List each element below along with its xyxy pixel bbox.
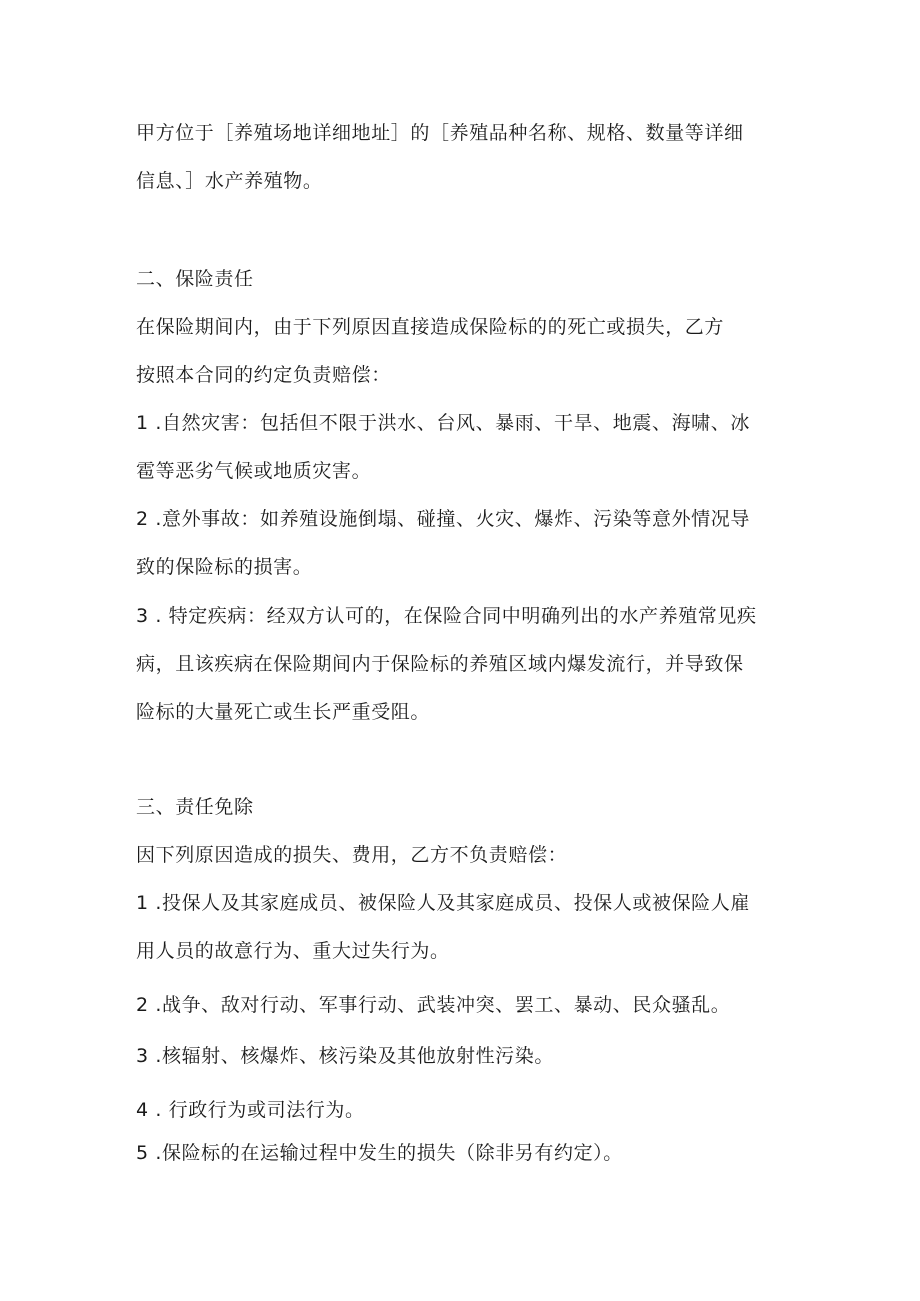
liability-paragraph-line-1: 在保险期间内，由于下列原因直接造成保险标的的死亡或损失，乙方 — [136, 316, 725, 338]
liability-item-3-line-2: 病，且该疾病在保险期间内于保险标的养殖区域内爆发流行，并导致保 — [136, 653, 744, 675]
intro-line-2: 信息、］水产养殖物。 — [136, 170, 323, 192]
exclusion-item-2: 2 .战争、敌对行动、军事行动、武装冲突、罢工、暴动、民众骚乱。 — [136, 994, 731, 1016]
exclusion-item-3: 3 .核辐射、核爆炸、核污染及其他放射性污染。 — [136, 1045, 554, 1067]
liability-item-1-line-2: 雹等恶劣气候或地质灾害。 — [136, 460, 372, 482]
intro-line-1: 甲方位于［养殖场地详细地址］的［养殖品种名称、规格、数量等详细 — [136, 122, 744, 144]
exclusion-item-1-line-2: 用人员的故意行为、重大过失行为。 — [136, 940, 450, 962]
exclusion-item-1-line-1: 1 .投保人及其家庭成员、被保险人及其家庭成员、投保人或被保险人雇 — [136, 892, 750, 914]
liability-item-1-line-1: 1 .自然灾害：包括但不限于洪水、台风、暴雨、干旱、地震、海啸、冰 — [136, 412, 750, 434]
exclusion-item-4: 4 . 行政行为或司法行为。 — [136, 1099, 365, 1121]
exclusion-item-5: 5 .保险标的在运输过程中发生的损失（除非另有约定）。 — [136, 1142, 623, 1164]
liability-item-3-line-1: 3 . 特定疾病：经双方认可的，在保险合同中明确列出的水产养殖常见疾 — [136, 605, 757, 627]
section-heading-exclusions: 三、责任免除 — [136, 796, 254, 818]
liability-item-3-line-3: 险标的大量死亡或生长严重受阻。 — [136, 701, 431, 723]
liability-item-2-line-2: 致的保险标的损害。 — [136, 556, 313, 578]
liability-paragraph-line-2: 按照本合同的约定负责赔偿： — [136, 364, 391, 386]
section-heading-liability: 二、保险责任 — [136, 268, 254, 290]
liability-item-2-line-1: 2 .意外事故：如养殖设施倒塌、碰撞、火灾、爆炸、污染等意外情况导 — [136, 508, 750, 530]
exclusions-paragraph: 因下列原因造成的损失、费用，乙方不负责赔偿： — [136, 844, 568, 866]
